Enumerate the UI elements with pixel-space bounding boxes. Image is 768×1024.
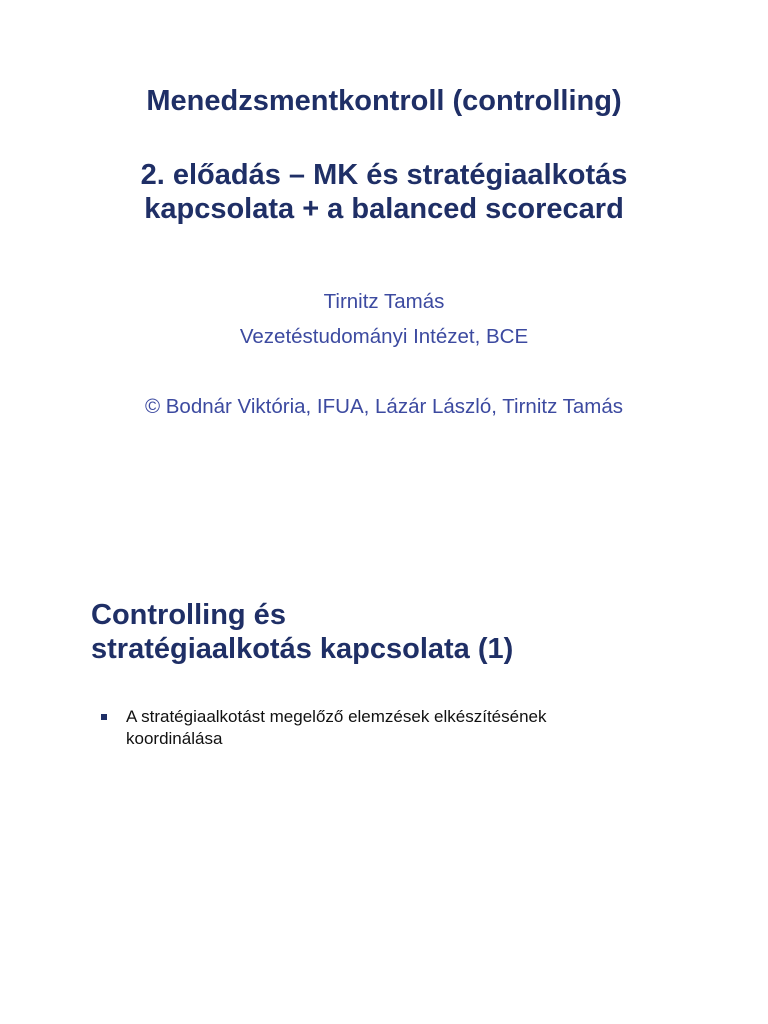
content-slide <box>0 512 768 1024</box>
slide-title <box>91 598 711 666</box>
bullet-list <box>101 706 661 750</box>
author-name: Tirnitz Tamás <box>323 290 445 313</box>
lecture-title-line1: 2. előadás – MK és stratégiaalkotás <box>140 159 628 191</box>
course-title <box>0 84 768 118</box>
slide-title-line1: Controlling és <box>91 599 286 631</box>
course-title-text: Menedzsmentkontroll (controlling) <box>146 85 622 117</box>
bullet-text-line2: koordinálása <box>126 729 223 748</box>
bullet-text-line1: A stratégiaalkotást megelőző elemzések elkészítésének <box>126 707 547 726</box>
lecture-title <box>0 158 768 226</box>
institute-name: Vezetéstudományi Intézet, BCE <box>239 325 529 348</box>
copyright-notice: © Bodnár Viktória, IFUA, Lázár László, Tirnitz Tamás <box>144 395 624 418</box>
lecture-title-line2: kapcsolata + a balanced scorecard <box>144 193 624 225</box>
bullet-item <box>101 706 661 750</box>
slide-title-line2: stratégiaalkotás kapcsolata (1) <box>91 633 514 665</box>
square-bullet-icon <box>101 714 107 720</box>
